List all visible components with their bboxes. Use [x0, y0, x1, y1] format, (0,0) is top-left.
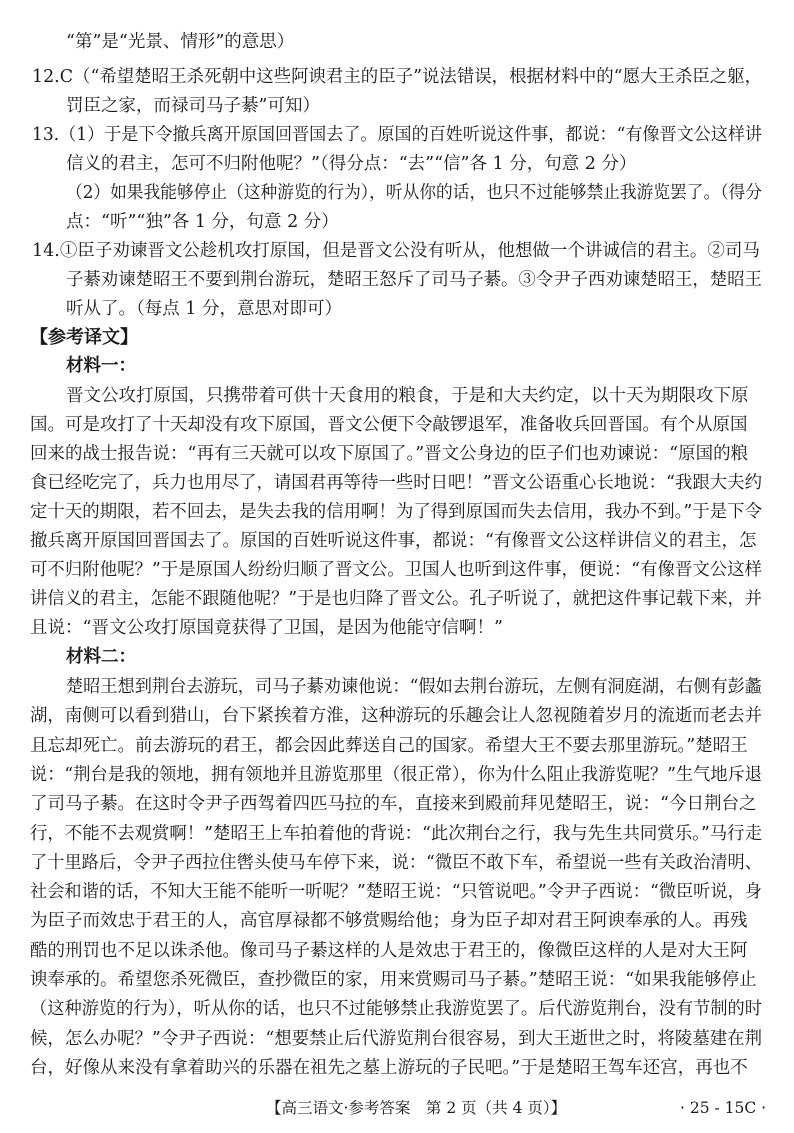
- answer-line: [0, 266, 794, 294]
- translation-line: [0, 995, 794, 1023]
- translation-line: [0, 790, 794, 818]
- translation-text: 可不归附他呢？”于是原国人纷纷归顺了晋文公。卫国人也听到这件事，便说：“有像晋文公这样: [30, 560, 762, 580]
- translation-line: [0, 469, 794, 497]
- translation-text: 酷的刑罚也不足以诛杀他。像司马子綦这样的人是效忠于君王的，像微臣这样的人是对大王阿: [30, 940, 748, 961]
- answer-13: [0, 121, 794, 149]
- answer-text: 子綦劝谏楚昭王不要到荆台游玩，楚昭王怒斥了司马子綦。③令尹子西劝谏楚昭王，楚昭王: [66, 270, 762, 290]
- answer-text: 罚臣之家，而禄司马子綦”可知）: [66, 96, 320, 116]
- answer-text: （2）如果我能够停止（这种游览的行为），听从你的话，也只不过能够禁止我游览罢了。（得分: [66, 183, 762, 203]
- translation-text: 回来的战士报告说：“再有三天就可以攻下原国了。”晋文公身边的臣子们也劝谏说：“原国的粮: [30, 444, 749, 464]
- translation-text: 撤兵离开原国回晋国去了。原国的百姓听说这件事，都说：“有像晋文公这样讲信义的君主，怎: [30, 531, 757, 551]
- translation-text: 台，好像从来没有拿着助兴的乐器在祖先之墓上游玩的子民吧。”于是楚昭王驾车还宫，再也不: [30, 1057, 748, 1078]
- translation-line: [0, 761, 794, 789]
- translation-line: [0, 556, 794, 584]
- translation-line: [0, 440, 794, 468]
- page-code: · 25 - 15C ·: [680, 1099, 767, 1117]
- translation-text: 了司马子綦。在这时令尹子西驾着四匹马拉的车，直接来到殿前拜见楚昭王，说：“今日荆台之: [30, 794, 757, 815]
- translation-line: [0, 498, 794, 526]
- answer-line: [0, 295, 794, 323]
- translation-text: 定十天的期限，若不回去，是失去我的信用啊！为了得到原国而失去信用，我办不到。”于是下令: [30, 502, 762, 522]
- answer-text: 14.①臣子劝谏晋文公趁机攻打原国，但是晋文公没有听从，他想做一个讲诚信的君主。②司马: [32, 241, 760, 261]
- translation-line: [0, 878, 794, 906]
- translation-line: [0, 1054, 794, 1082]
- answer-line: [0, 179, 794, 207]
- answer-text: 12.C（“希望楚昭王杀死朝中这些阿谀君主的臣子”说法错误，根据材料中的“愿大王杀臣之躯，: [32, 67, 762, 87]
- answer-line: [0, 150, 794, 178]
- translation-line: [0, 585, 794, 613]
- translation-text: 讲信义的君主，怎能不跟随他呢？”于是也归降了晋文公。孔子听说了，就把这件事记载下来，并: [30, 589, 762, 609]
- translation-line: [0, 849, 794, 877]
- translation-text: 且说：“晋文公攻打原国竟获得了卫国，是因为他能守信啊！”: [30, 618, 503, 638]
- translation-text: 候，怎么办呢？”令尹子西说：“想要禁止后代游览荆台很容易，到大王逝世之时，将陵墓建在荆: [30, 1028, 762, 1049]
- page-footer-label: 【高三语文·参考答案 第 2 页（共 4 页）】: [266, 1099, 567, 1117]
- translation-text: 谀奉承的。希望您杀死微臣，查抄微臣的家，用来赏赐司马子綦。”楚昭王说：“如果我能够停止: [30, 970, 757, 990]
- answer-text: 13.（1）于是下令撤兵离开原国回晋国去了。原国的百姓听说这件事，都说：“有像晋文公这样讲: [32, 125, 762, 145]
- translation-line: [0, 702, 794, 730]
- translation-line: [0, 966, 794, 994]
- translation-text: 了十里路后，令尹子西拉住辔头使马车停下来，说：“微臣不敢下车，希望说一些有关政治清明、: [30, 852, 762, 873]
- answer-line: [0, 28, 794, 56]
- translation-text: 楚昭王想到荆台去游玩，司马子綦劝谏他说：“假如去荆台游玩，左侧有洞庭湖，右侧有彭蠡: [66, 677, 762, 697]
- translation-line: [0, 614, 794, 642]
- translation-text: 为臣子而效忠于君王的人，高官厚禄都不够赏赐给他；身为臣子却对君王阿谀奉承的人。再残: [30, 911, 748, 932]
- translation-text: （这种游览的行为），听从你的话，也只不过能够禁止我游览罢了。后代游览荆台，没有节制的时: [30, 999, 762, 1020]
- translation-line: [0, 411, 794, 439]
- translation-line: [0, 907, 794, 935]
- translation-line: [0, 820, 794, 848]
- translation-text: 晋文公攻打原国，只携带着可供十天食用的粮食，于是和大夫约定，以十天为期限攻下原: [66, 386, 749, 406]
- translation-line: [0, 1025, 794, 1053]
- answer-text: 信义的君主，怎可不归附他呢？”（得分点：“去”“信”各 1 分，句意 2 分）: [66, 154, 637, 174]
- translation-text: 说：“荆台是我的领地，拥有领地并且游览那里（很正常），你为什么阻止我游览呢？”生气地斥退: [30, 764, 762, 785]
- material-one-title: 材料一：: [66, 356, 136, 376]
- translation-text: 湖，南侧可以看到猎山，台下紧挨着方淮，这种游玩的乐趣会让人忽视随着岁月的流逝而老去并: [30, 706, 762, 727]
- translation-line: [0, 673, 794, 701]
- answer-12: [0, 63, 794, 91]
- answer-14: [0, 237, 794, 265]
- answer-line: [0, 208, 794, 236]
- translation-line: [0, 732, 794, 760]
- translation-text: 国。可是攻打了十天却没有攻下原国，晋文公便下令敲锣退军，准备收兵回晋国。有个从原国: [30, 415, 748, 435]
- translation-text: 行，不能不去观赏啊！”楚昭王上车拍着他的背说：“此次荆台之行，我与先生共同赏乐。”马行走: [30, 823, 762, 844]
- answer-text: 点：“听”“独”各 1 分，句意 2 分）: [66, 212, 339, 232]
- translation-text: 社会和谐的话，不知大王能不能听一听呢？”楚昭王说：“只管说吧。”令尹子西说：“微臣听说，身: [30, 882, 762, 903]
- answer-text: “第”是“光景、情形”的意思）: [66, 32, 295, 52]
- translation-line: [0, 382, 794, 410]
- material-two-title: 材料二：: [66, 647, 136, 667]
- answer-text: 听从了。（每点 1 分，意思对即可）: [66, 299, 343, 319]
- translation-text: 食已经吃完了，兵力也用尽了，请国君再等待一些时日吧！”晋文公语重心长地说：“我跟大夫约: [30, 473, 762, 493]
- translation-heading: 【参考译文】: [30, 327, 138, 348]
- answer-line: [0, 92, 794, 120]
- translation-line: [0, 937, 794, 965]
- translation-line: [0, 527, 794, 555]
- translation-text: 且忘却死亡。前去游玩的君王，都会因此葬送自己的国家。希望大王不要去那里游玩。”楚昭王: [30, 735, 748, 756]
